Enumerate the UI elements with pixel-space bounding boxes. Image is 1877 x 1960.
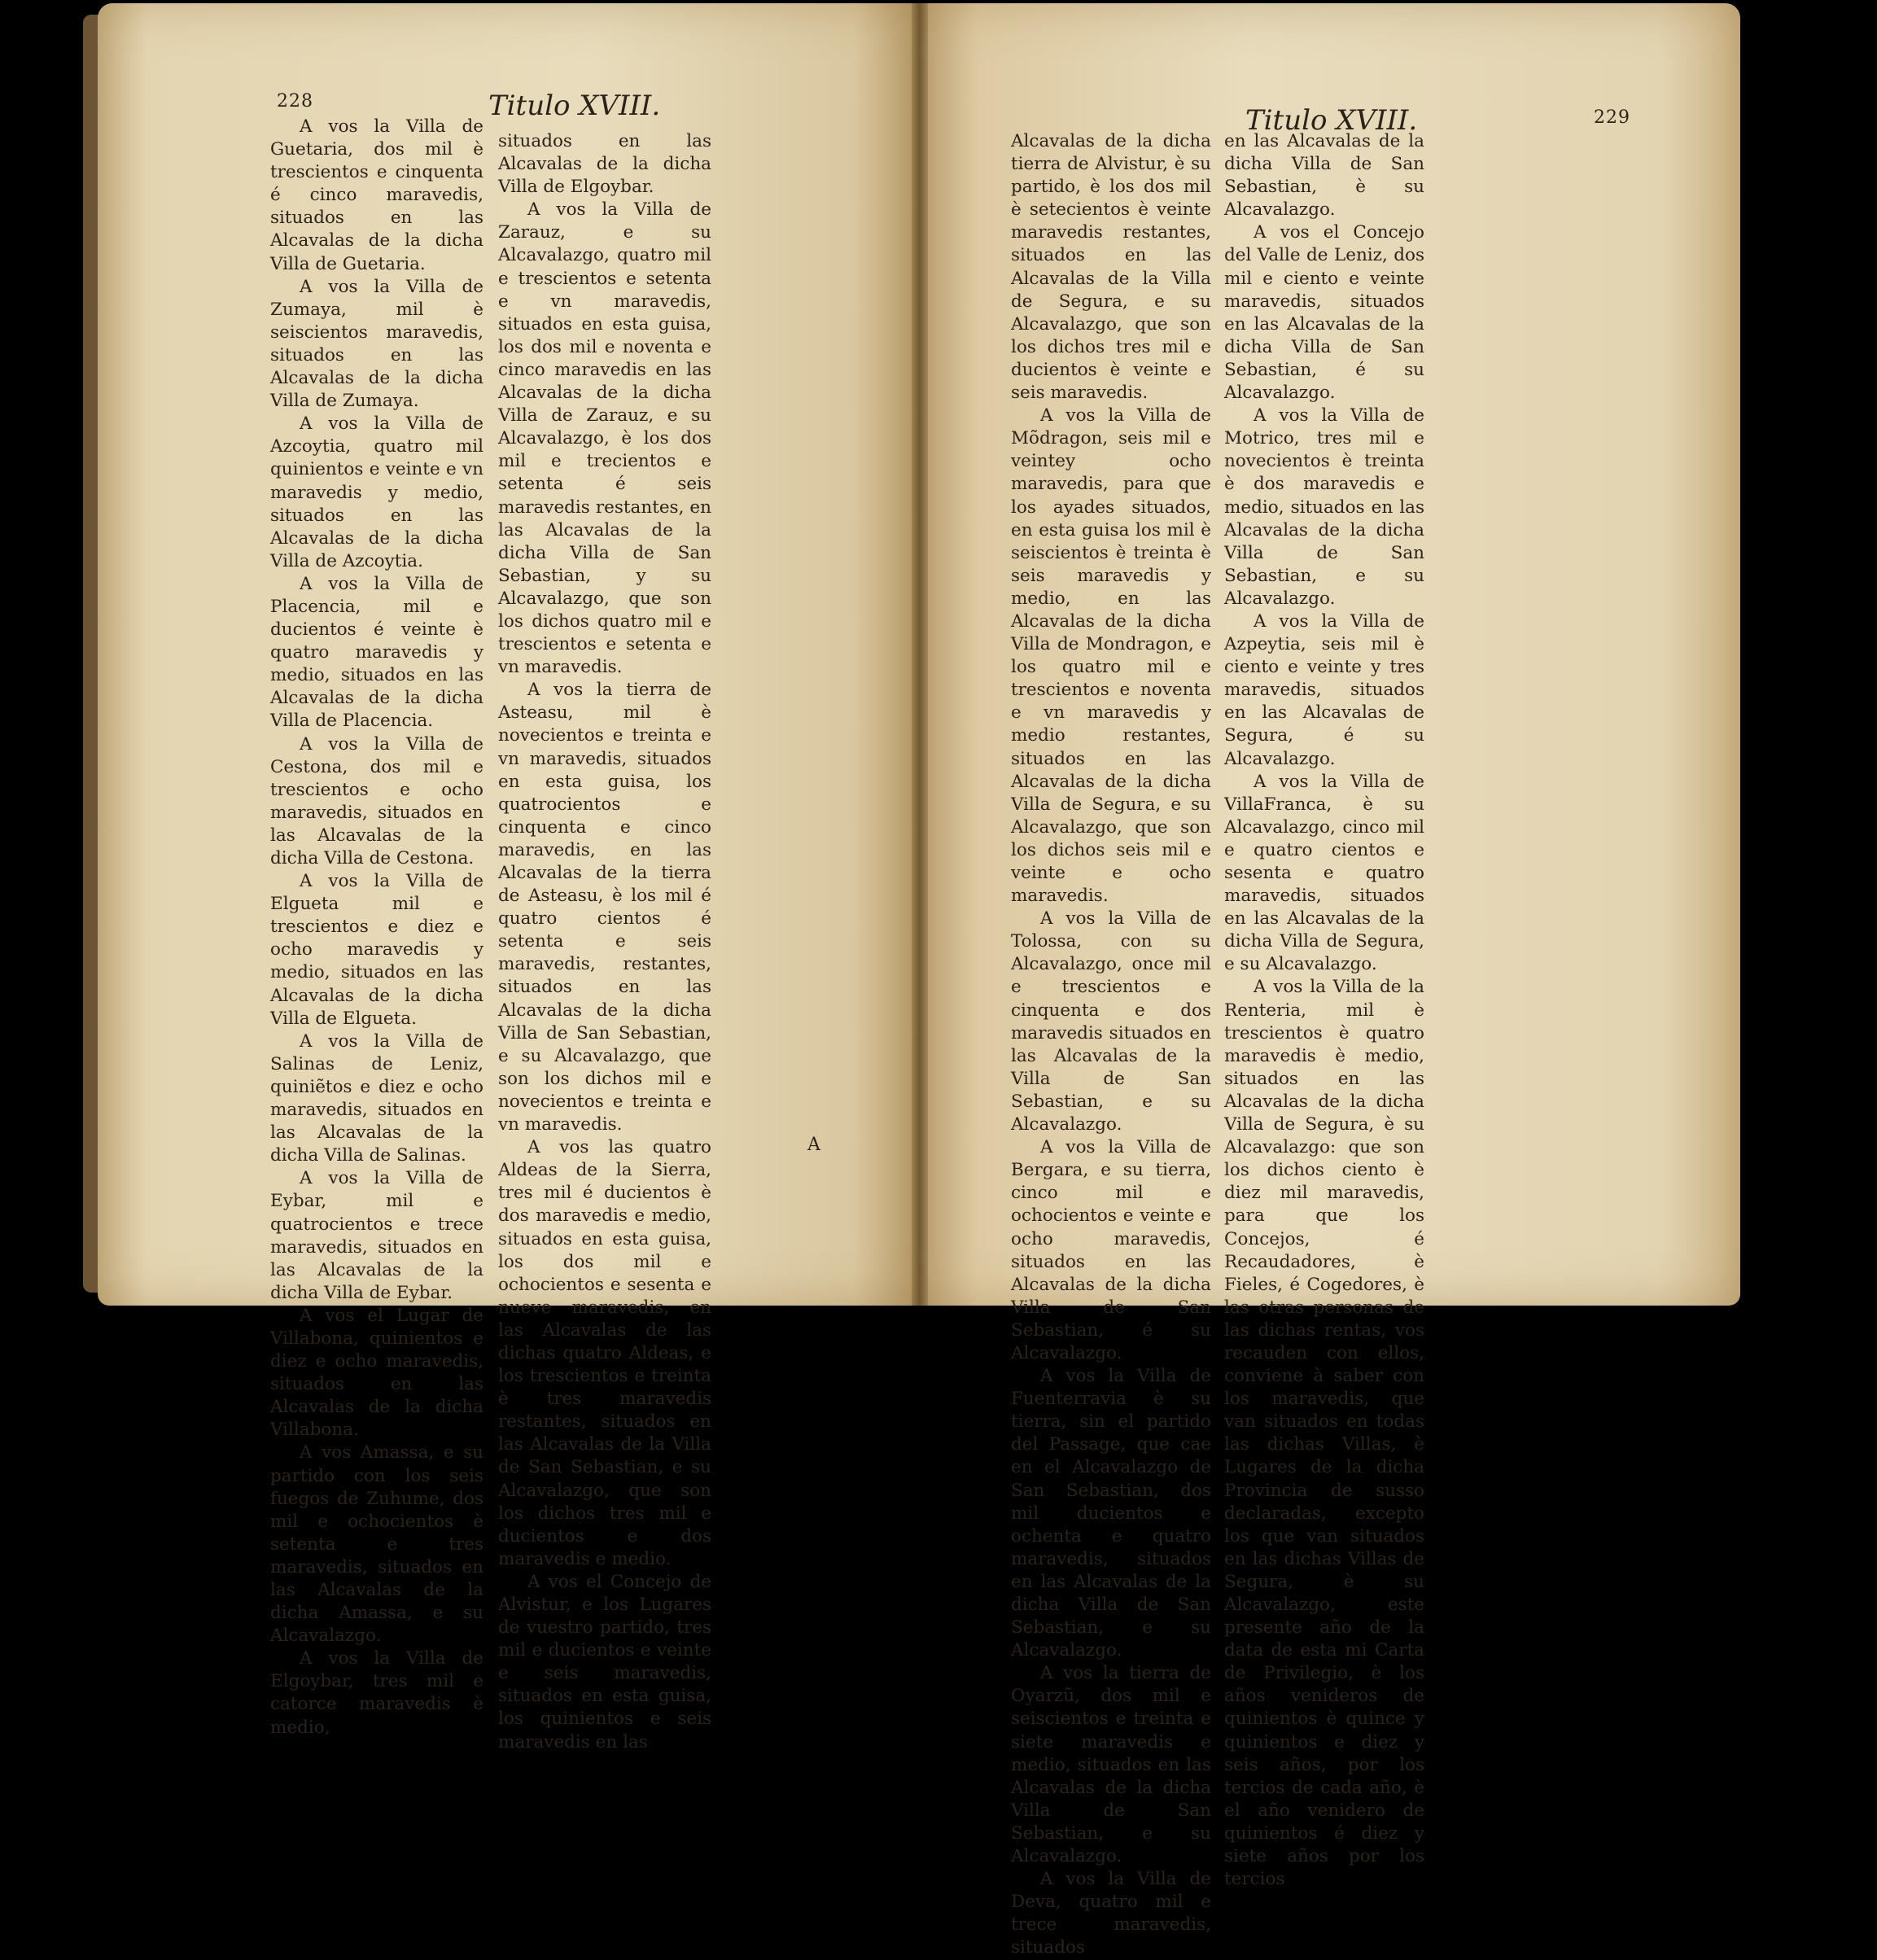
paragraph: A vos la Villa de VillaFranca, è su Alcavalazgo, cinco mil e quatro cientos e sesenta e quatro maravedis, situados en las Alcavalas de la dicha Villa de Segura, e su Alcavalazgo. bbox=[1224, 771, 1424, 975]
catchword: A bbox=[807, 1135, 820, 1155]
paragraph: A vos la Villa de Azcoytia, quatro mil quinientos e veinte e vn maravedis y medio, situados en las Alcavalas de la dicha Villa de Azcoytia. bbox=[270, 413, 483, 571]
paragraph: A vos la Villa de Eybar, mil e quatrocientos e trece maravedis, situados en las Alcavalas de la dicha Villa de Eybar. bbox=[270, 1168, 483, 1303]
page-number: 229 bbox=[1594, 107, 1630, 128]
paragraph: A vos las quatro Aldeas de la Sierra, tres mil é ducientos è dos maravedis e medio, situados en esta guisa, los dos mil e ochocientos e sesenta e nueve maravedis, en las Alcavalas de las dichas quatro Aldeas, e los trescientos e treinta è tres maravedis restantes, situados en las Alcavalas de la Villa de San Sebastian, e su Alcavalazgo, que son los dichos tres mil e ducientos e dos maravedis e medio. bbox=[498, 1137, 711, 1569]
paragraph: A vos Amassa, e su partido con los seis fuegos de Zuhume, dos mil e ochocientos è setenta e tres maravedis, situados en las Alcavalas de la dicha Amassa, e su Alcavalazgo. bbox=[270, 1442, 483, 1647]
paragraph: A vos la Villa de Tolossa, con su Alcavalazgo, once mil e trescientos e cinquenta e dos maravedis situados en las Alcavalas de la Villa de San Sebastian, e su Alcavalazgo. bbox=[1011, 908, 1211, 1135]
open-book bbox=[98, 3, 1740, 1958]
paragraph: A vos la Villa de Motrico, tres mil e novecientos è treinta è dos maravedis e medio, situados en las Alcavalas de la dicha Villa de San Sebastian, e su Alcavalazgo. bbox=[1224, 405, 1424, 609]
paragraph: A vos la Villa de Guetaria, dos mil è trescientos e cinquenta é cinco maravedis, situados en las Alcavalas de la dicha Villa de Guetaria. bbox=[270, 116, 483, 274]
paragraph: A vos la tierra de Asteasu, mil è novecientos e treinta e vn maravedis, situados en esta guisa, los quatrocientos e cinquenta e cinco maravedis, en las Alcavalas de la tierra de Asteasu, è los mil é quatro cientos é setenta e seis maravedis, restantes, situados en las Alcavalas de la dicha Villa de San Sebastian, e su Alcavalazgo, que son los dichos mil e novecientos e treinta e vn maravedis. bbox=[498, 680, 711, 1135]
paragraph: A vos la Villa de Elgoybar, tres mil e catorce maravedis è medio, bbox=[270, 1648, 483, 1738]
paragraph: Alcavalas de la dicha tierra de Alvistur, è su partido, è los dos mil è setecientos è veinte maravedis restantes, situados en las Alcavalas de la Villa de Segura, e su Alcavalazgo, que son los dichos tres mil e ducientos è veinte e seis maravedis. bbox=[1011, 131, 1211, 404]
paragraph: A vos el Lugar de Villabona, quinientos e diez e ocho maravedis, situados en las Alcavalas de la dicha Villabona. bbox=[270, 1305, 483, 1441]
page-number: 228 bbox=[277, 91, 313, 112]
left-page bbox=[98, 3, 920, 1752]
paragraph: A vos la Villa de Fuenterravia è su tierra, sin el partido del Passage, que cae en el Alcavalazgo de San Sebastian, dos mil ducientos e ochenta e quatro maravedis, situados en las Alcavalas de la dicha Villa de San Sebastian, e su Alcavalazgo. bbox=[1011, 1366, 1211, 1661]
text-column-2 bbox=[1224, 130, 1424, 1891]
text-column-2 bbox=[498, 130, 711, 1754]
paragraph: A vos el Concejo de Alvistur, e los Lugares de vuestro partido, tres mil e ducientos e veinte e seis maravedis, situados en esta guisa, los quinientos e seis maravedis en las bbox=[498, 1571, 711, 1752]
paragraph: A vos la Villa de Placencia, mil e ducientos é veinte è quatro maravedis y medio, situados en las Alcavalas de la dicha Villa de Placencia. bbox=[270, 573, 483, 732]
paragraph: situados en las Alcavalas de la dicha Villa de Elgoybar. bbox=[498, 131, 711, 198]
text-column-1 bbox=[270, 116, 483, 1739]
paragraph: A vos la Villa de Salinas de Leniz, quiniẽtos e diez e ocho maravedis, situados en las Alcavalas de la dicha Villa de Salinas. bbox=[270, 1030, 483, 1166]
right-page bbox=[920, 3, 1740, 1958]
text-column-1 bbox=[1011, 130, 1211, 1960]
paragraph: A vos la Villa de Azpeytia, seis mil è ciento e veinte y tres maravedis, situados en las Alcavalas de Segura, é su Alcavalazgo. bbox=[1224, 610, 1424, 769]
paragraph: A vos la tierra de Oyarzũ, dos mil e seiscientos e treinta e siete maravedis e medio, situados en las Alcavalas de la dicha Villa de San Sebastian, e su Alcavalazgo. bbox=[1011, 1663, 1211, 1867]
paragraph: A vos la Villa de Cestona, dos mil e trescientos e ocho maravedis, situados en las Alcavalas de la dicha Villa de Cestona. bbox=[270, 733, 483, 868]
paragraph: A vos la Villa de Elgueta mil e trescientos e diez e ocho maravedis y medio, situados en las Alcavalas de la dicha Villa de Elgueta. bbox=[270, 871, 483, 1029]
paragraph: A vos la Villa de Zarauz, e su Alcavalazgo, quatro mil e trescientos e setenta e vn maravedis, situados en esta guisa, los dos mil e noventa e cinco maravedis en las Alcavalas de la dicha Villa de Zarauz, e su Alcavalazgo, è los dos mil e trecientos e setenta é seis maravedis restantes, en las Alcavalas de la dicha Villa de San Sebastian, y su Alcavalazgo, que son los dichos quatro mil e trescientos e setenta e vn maravedis. bbox=[498, 199, 711, 678]
paragraph: A vos la Villa de Deva, quatro mil e trece maravedis, situados bbox=[1011, 1869, 1211, 1958]
paragraph: A vos la Villa de la Renteria, mil è trescientos è quatro maravedis è medio, situados en las Alcavalas de la dicha Villa de Segura, è su Alcavalazgo: que son los dichos ciento è diez mil maravedis, para que los Concejos, é Recaudadores, è Fieles, é Cogedores, è las otras personas de las dichas rentas, vos recauden con ellos, conviene à saber con los maravedis, que van situados en todas las dichas Villas, è Lugares de la dicha Provincia de susso declaradas, excepto los que van situados en las dichas Villas de Segura, è su Alcavalazgo, este presente año de la data de esta mi Carta de Privilegio, è los años venideros de quinientos è quince y quinientos e diez y seis años, por los tercios de cada año, è el año venidero de quinientos é diez y siete años por los tercios bbox=[1224, 977, 1424, 1890]
running-head: Titulo XVIII. bbox=[1245, 104, 1418, 137]
paragraph: en las Alcavalas de la dicha Villa de San Sebastian, è su Alcavalazgo. bbox=[1224, 131, 1424, 221]
paragraph: A vos la Villa de Mõdragon, seis mil e veintey ocho maravedis, para que los ayades situados, en esta guisa los mil è seiscientos è treinta è seis maravedis y medio, en las Alcavalas de la dicha Villa de Mondragon, e los quatro mil e trescientos e noventa e vn maravedis y medio restantes, situados en las Alcavalas de la dicha Villa de Segura, e su Alcavalazgo, que son los dichos seis mil e veinte e ocho maravedis. bbox=[1011, 405, 1211, 907]
paragraph: A vos el Concejo del Valle de Leniz, dos mil e ciento e veinte maravedis, situados en las Alcavalas de la dicha Villa de San Sebastian, é su Alcavalazgo. bbox=[1224, 222, 1424, 404]
paragraph: A vos la Villa de Bergara, e su tierra, cinco mil e ochocientos e veinte e ocho maravedis, situados en las Alcavalas de la dicha Villa de San Sebastian, é su Alcavalazgo. bbox=[1011, 1137, 1211, 1363]
book-gutter bbox=[912, 3, 928, 1306]
paragraph: A vos la Villa de Zumaya, mil è seiscientos maravedis, situados en las Alcavalas de la dicha Villa de Zumaya. bbox=[270, 276, 483, 412]
running-head: Titulo XVIII. bbox=[488, 90, 661, 122]
